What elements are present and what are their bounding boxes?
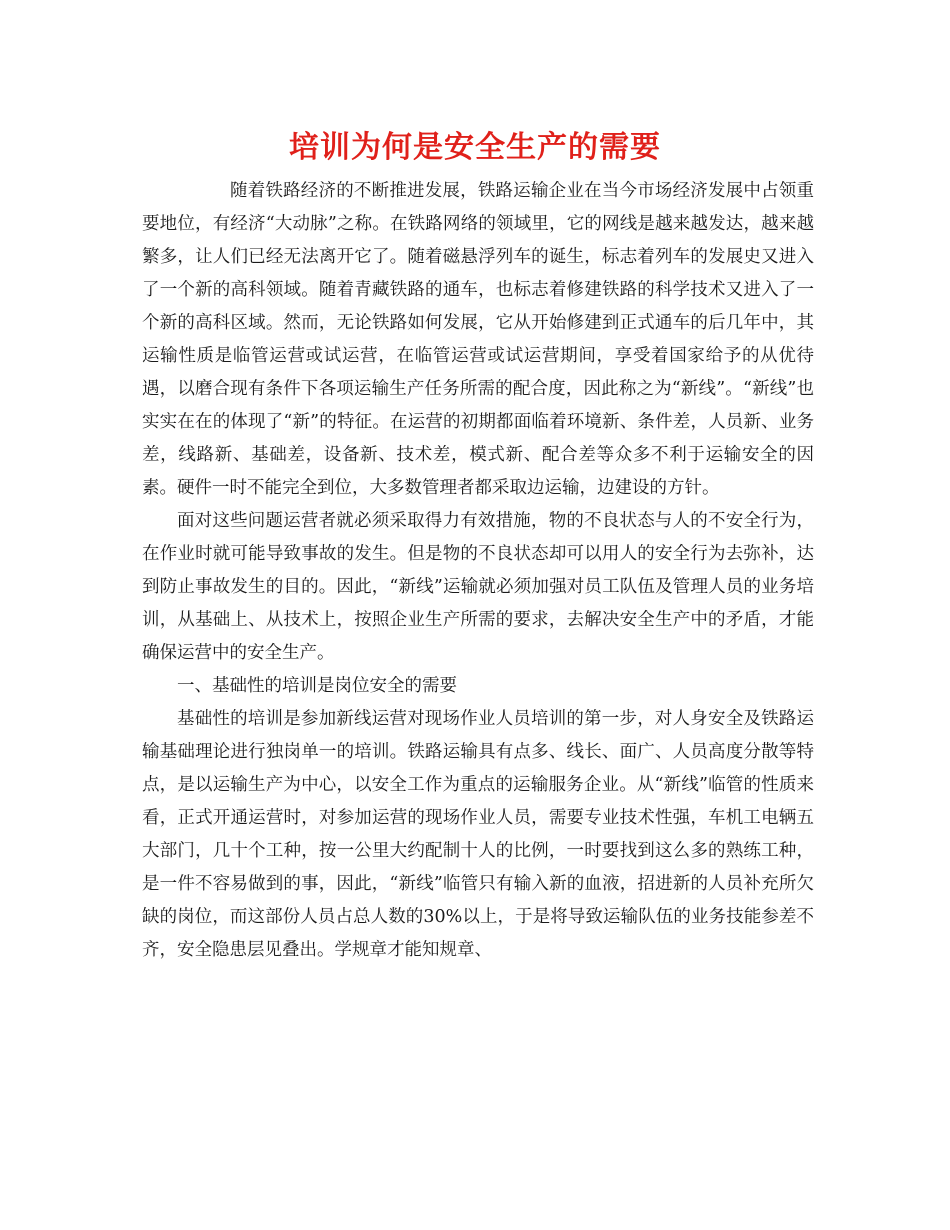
- document-title: 培训为何是安全生产的需要: [289, 130, 661, 165]
- document-body: [142, 175, 814, 967]
- section-heading-basic-training: 一、基础性的培训是岗位安全的需要: [177, 676, 457, 696]
- paragraph-basic-training: 基础性的培训是参加新线运营对现场作业人员培训的第一步，对人身安全及铁路运输基础理论进行独岗单一的培训。铁路运输具有点多、线长、面广、人员高度分散等特点，是以运输生产为中心，以安全工作为重点的运输服务企业。从“新线”临管的性质来看，正式开通运营时，对参加运营的现场作业人员，需要专业技术性强，车机工电辆五大部门，几十个工种，按一公里大约配制十人的比例，一时要找到这么多的熟练工种，是一件不容易做到的事，因此，“新线”临管只有输入新的血液，招进新的人员补充所欠缺的岗位，而这部份人员占总人数的30%以上，于是将导致运输队伍的业务技能参差不齐，安全隐患层见叠出。学规章才能知规章、: [142, 709, 814, 960]
- paragraph-intro: 随着铁路经济的不断推进发展，铁路运输企业在当今市场经济发展中占领重要地位，有经济“大动脉”之称。在铁路网络的领域里，它的网线是越来越发达，越来越繁多，让人们已经无法离开它了。随着磁悬浮列车的诞生，标志着列车的发展史又进入了一个新的高科领域。随着青藏铁路的通车，也标志着修建铁路的科学技术又进入了一个新的高科区域。然而，无论铁路如何发展，它从开始修建到正式通车的后几年中，其运输性质是临管运营或试运营，在临管运营或试运营期间，享受着国家给予的从优待遇，以磨合现有条件下各项运输生产任务所需的配合度，因此称之为“新线”。“新线”也实实在在的体现了“新”的特征。在运营的初期都面临着环境新、条件差，人员新、业务差，线路新、基础差，设备新、技术差，模式新、配合差等众多不利于运输安全的因素。硬件一时不能完全到位，大多数管理者都采取边运输，边建设的方针。: [142, 181, 814, 498]
- paragraph-measures: 面对这些问题运营者就必须采取得力有效措施，物的不良状态与人的不安全行为，在作业时就可能导致事故的发生。但是物的不良状态却可以用人的安全行为去弥补，达到防止事故发生的目的。因此，“新线”运输就必须加强对员工队伍及管理人员的业务培训，从基础上、从技术上，按照企业生产所需的要求，去解决安全生产中的矛盾，才能确保运营中的安全生产。: [142, 511, 814, 663]
